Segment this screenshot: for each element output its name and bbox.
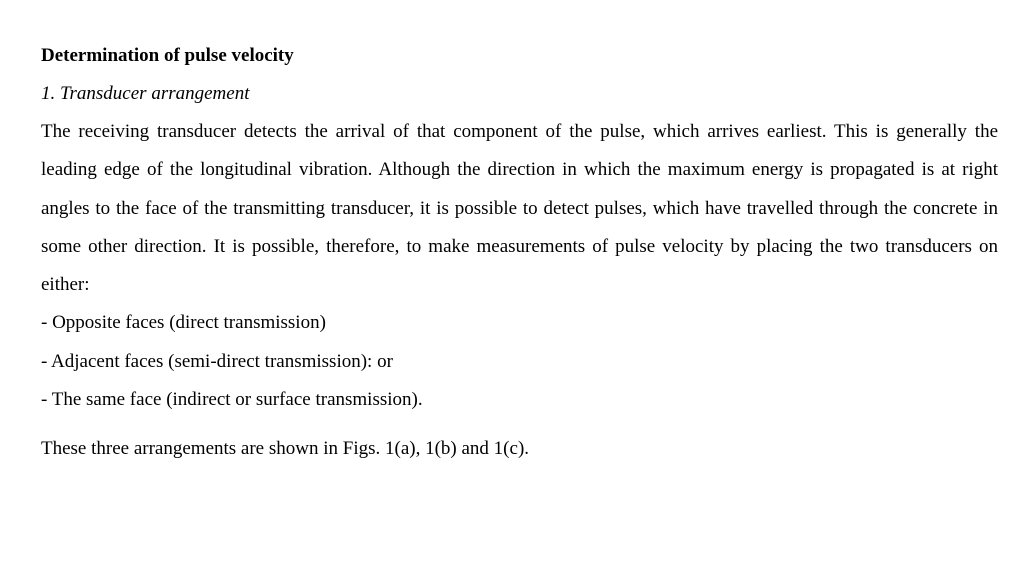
list-item: - The same face (indirect or surface transmission). — [41, 389, 423, 411]
subsection-heading: 1. Transducer arrangement — [41, 83, 250, 104]
document-page — [41, 44, 998, 461]
body-paragraph: The receiving transducer detects the arrival of that component of the pulse, which arrives earliest. This is generally the leading edge of the longitudinal vibration. Although the direction in which the maximum energy is propagated is at right angles to the face of the transmitting transducer, it is possible to detect pulses, which have travelled through the concrete in some other direction. It is possible, therefore, to make measurements of pulse velocity by placing the two transducers on either: — [41, 121, 998, 296]
arrangement-list — [41, 304, 998, 419]
list-item: - Opposite faces (direct transmission) — [41, 312, 326, 334]
list-item: - Adjacent faces (semi-direct transmission): or — [41, 350, 393, 372]
closing-sentence: These three arrangements are shown in Figs. 1(a), 1(b) and 1(c). — [41, 438, 530, 460]
section-heading: Determination of pulse velocity — [41, 45, 294, 66]
